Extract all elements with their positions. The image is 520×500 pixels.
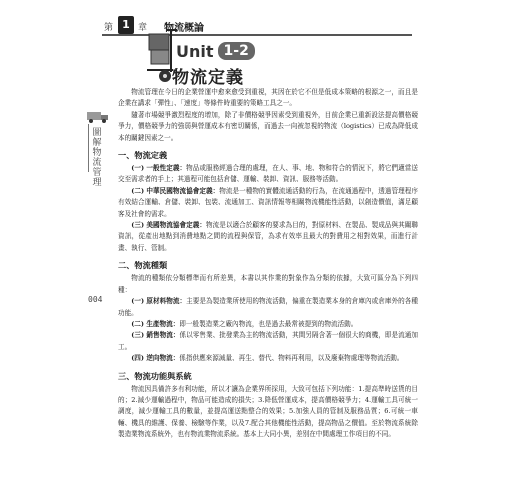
main-content	[118, 87, 418, 441]
sidebar-book-title: 圖解物流管理	[92, 128, 102, 188]
type-item-3: (三) 銷售物流：係以零售業、批發業為主的物流活動，其間另隔含著一個很大的商機，即是流通加工。	[118, 331, 419, 351]
intro-paragraph-2: 隨著市場競爭激烈程度的增加，除了非價格競爭因素受到重視外，目前企業已重新設法提高價格競爭力，價格競爭力的強弱與營運成本有密切關係，而過去一向被忽視的物流（logistics）已成為降低成本的關鍵因素之一。	[118, 110, 418, 142]
type-item-2: (二) 生產物流：即一般製造業之廠內物流，也是過去最常被提到的物流活動。	[131, 319, 358, 328]
truck-icon	[85, 110, 113, 124]
unit-number: 1-2	[218, 42, 255, 60]
section-heading-functions: 三、物流功能與系統	[118, 370, 192, 381]
chapter-suffix: 章	[138, 23, 148, 33]
definition-item-3: (三) 美國物流協會定義：物流是以適合於顧客的要求為目的，對原材料、在製品、製成品與其關聯資訊，從產出地點到消費地點之間的流程與保管，為求有效率且最大的對費用之相對效果，而進行計畫、執行、管制。	[118, 221, 418, 252]
definition-item-1: (一) 一般性定義：物品或服務經過合理的處理，在人、事、地、物和符合的情況下，將它們適當送交至需求者的手上；其過程可能包括倉儲、運輸、裝卸、資訊、服務等活動。	[118, 164, 419, 184]
unit-badge	[172, 40, 259, 62]
chapter-title: 物流概論	[164, 23, 204, 34]
section-heading-types: 二、物流種類	[118, 260, 168, 271]
intro-paragraph-1: 物流管理在今日的企業營運中愈來愈受到重視，其因在於它不但是低成本策略的根源之一，而且是企業在講求「彈性」、「速度」等條件時重要的策略工具之一。	[118, 88, 418, 108]
functions-paragraph: 物流因具備許多有利功能，所以才讓為企業界所採用，大致可包括下列功能：1.提高準時送貨的目的；2.減少運輸過程中，物品可能造成的損失；3.降低營運成本，提高價格競爭力；4.運輸工具可統一調度，減少運輸工具的數量，並提高運送點整合的效果；5.加強人員的管制及服務品質；6.可統一車輛、機具的維護、保養、檢驗等作業，以及7.配合其他機能性活動，提高物品之價值。至於物流系統除製造業物流系統外，也有物流業物流系統。基本上大同小異，差別在中間處理工作項目的不同。	[118, 384, 418, 439]
section-heading-definition: 一、物流定義	[118, 150, 168, 161]
type-item-1: (一) 原材料物流：主要是為製造業所使用的物流活動，偏重在製造業本身的倉庫內或倉庫外的各種功能。	[118, 297, 419, 317]
type-item-4: (四) 逆向物流：係指供應來源減量、再生、替代、物料再利用，以及廢棄物處理等物流活動。	[131, 354, 404, 363]
unit-title: 物流定義	[172, 68, 244, 88]
definition-item-2: (二) 中華民國物流協會定義：物流是一種物的實體流通活動的行為，在流通過程中，透過管理程序有效結合運輸、倉儲、裝卸、包裝、流通加工、資訊情報等相關物流機能性活動，以創造價值，滿足顧客及社會的需求。	[118, 186, 418, 218]
chapter-number-badge: 1	[118, 16, 134, 34]
unit-label: Unit	[176, 41, 214, 61]
types-intro: 物流的種類依分類標準而有所差異，本書以其作業的對象作為分類的依據，大致可區分為下列四種：	[118, 274, 418, 294]
page-number: 004	[88, 295, 103, 304]
chapter-prefix: 第	[104, 23, 114, 33]
sidebar-rule	[88, 124, 89, 172]
